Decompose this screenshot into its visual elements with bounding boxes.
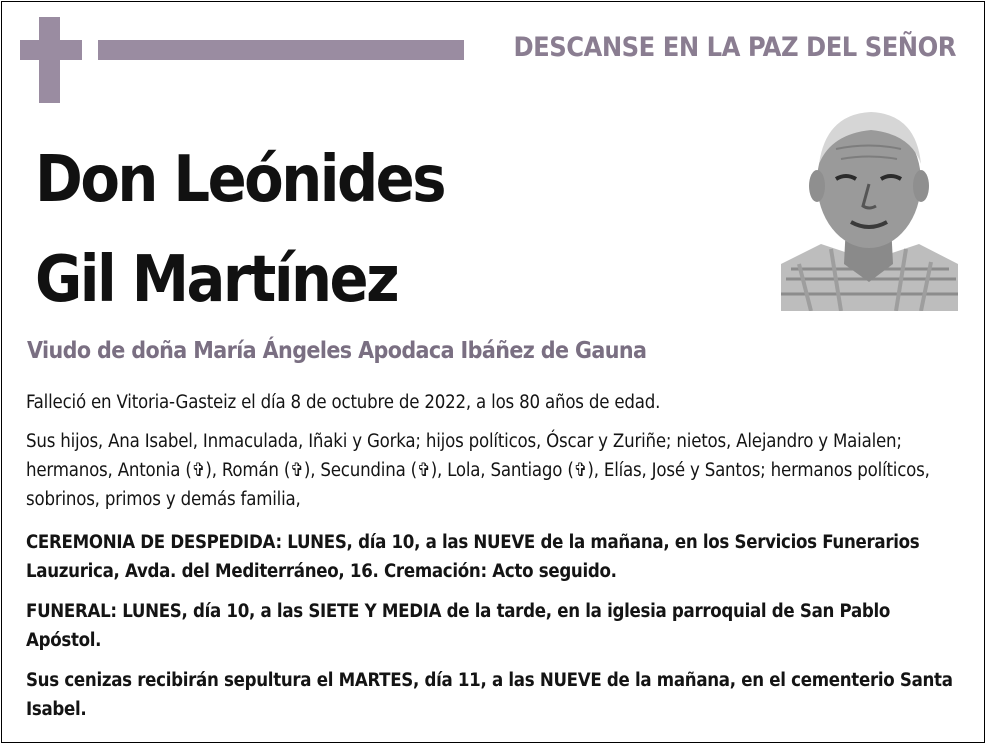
banner-text: DESCANSE EN LA PAZ DEL SEÑOR [513,32,956,63]
portrait-photo [781,104,958,311]
family-paragraph: Sus hijos, Ana Isabel, Inmaculada, Iñaki y Gorka; hijos políticos, Óscar y Zuriñe; nietos, Alejandro y Maialen; hermanos, Antonia (✞), Román (✞), Secundina (✞), Lola, Santiago (✞), Elías, José y Santos; hermanos políticos, sobrinos, primos y demás familia, [26,431,930,510]
burial-paragraph: Sus cenizas recibirán sepultura el MARTES, día 11, a las NUEVE de la mañana, en el cementerio Santa Isabel. [26,670,953,720]
header-rule [98,40,464,60]
widow-line: Viudo de doña María Ángeles Apodaca Ibáñez de Gauna [27,338,647,364]
obituary-notice [1,1,985,743]
name-line-1: Don Leónides [35,143,444,217]
name-line-2: Gil Martínez [35,243,398,317]
deceased-name [35,130,635,330]
funeral-paragraph: FUNERAL: LUNES, día 10, a las SIETE Y MEDIA de la tarde, en la iglesia parroquial de San Pablo Apóstol. [26,601,891,651]
cross-icon [39,17,60,103]
ceremony-paragraph: CEREMONIA DE DESPEDIDA: LUNES, día 10, a las NUEVE de la mañana, en los Servicios Funerarios Lauzurica, Avda. del Mediterráneo, 16. Cremación: Acto seguido. [26,532,920,582]
cross-icon-bar [20,40,82,60]
death-paragraph: Falleció en Vitoria-Gasteiz el día 8 de octubre de 2022, a los 80 años de edad. [26,392,661,413]
